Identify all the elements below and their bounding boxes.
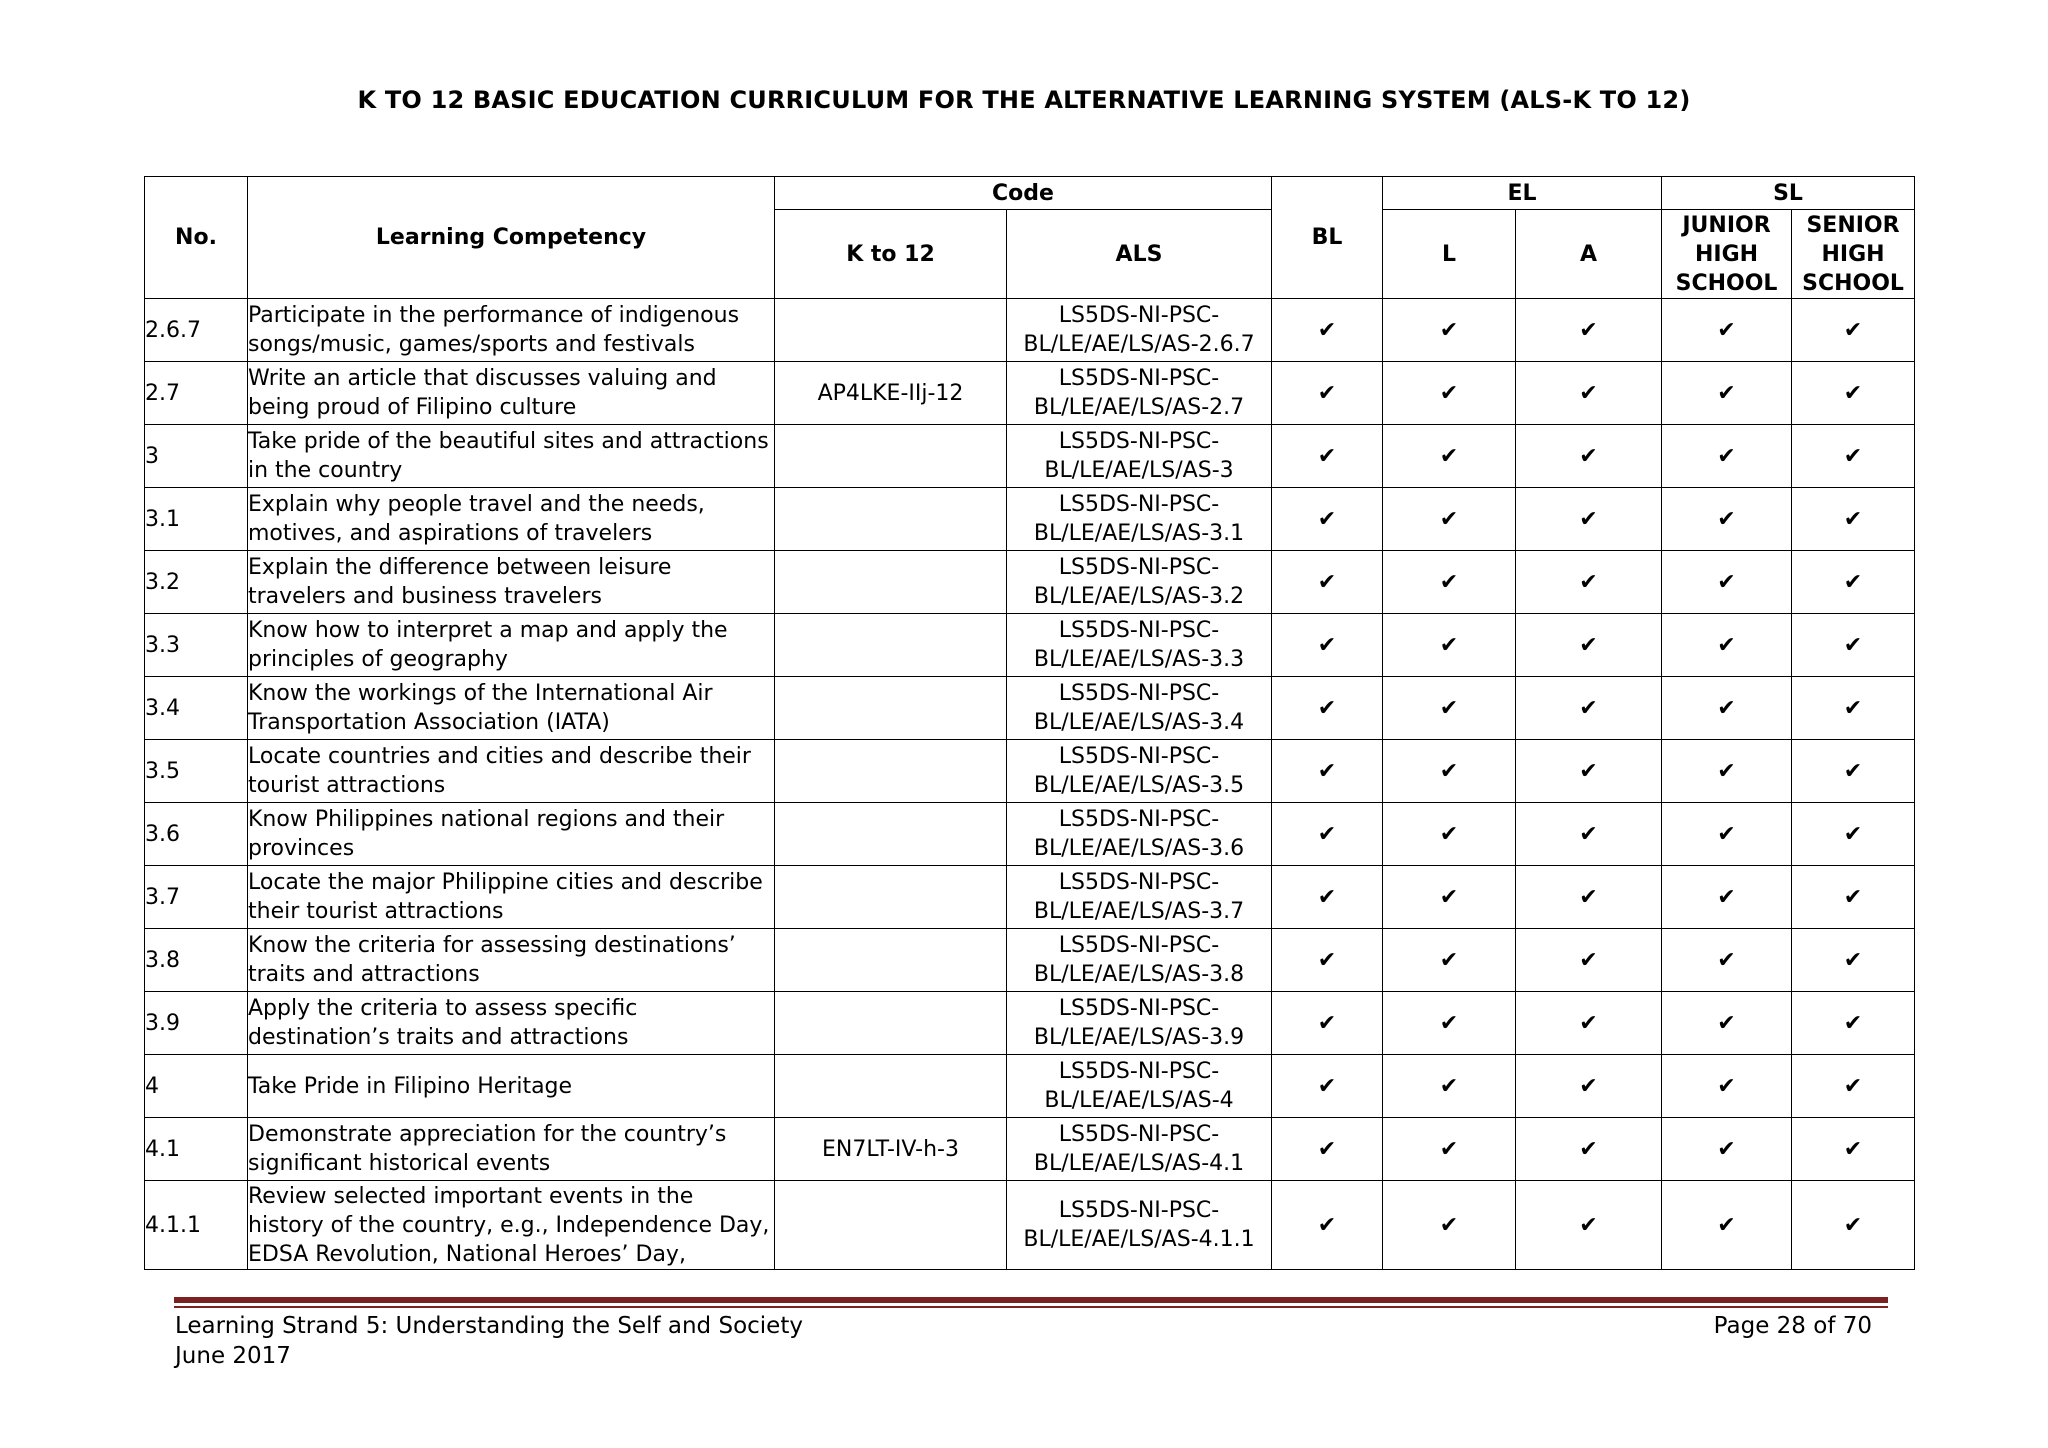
check-mark-icon: ✔ [1579,380,1598,406]
header-senior-high-school: SENIOR HIGH SCHOOL [1792,210,1915,299]
table-row [145,1181,1915,1270]
cell-learning-competency: Participate in the performance of indigenous songs/music, games/sports and festivals [248,299,775,362]
cell-check-sl-shs [1792,425,1915,488]
check-mark-icon: ✔ [1579,947,1598,973]
cell-check-sl-jhs [1662,614,1792,677]
cell-learning-competency: Apply the criteria to assess specific destination’s traits and attractions [248,992,775,1055]
table-row [145,614,1915,677]
check-mark-icon: ✔ [1317,821,1337,847]
check-mark-icon: ✔ [1317,632,1337,658]
footer-divider [174,1297,1888,1303]
cell-check-bl [1272,1055,1383,1118]
header-no: No. [145,177,248,299]
check-mark-icon: ✔ [1843,632,1863,658]
header-als: ALS [1007,210,1272,299]
cell-no: 3 [145,425,248,488]
check-mark-icon: ✔ [1579,317,1598,343]
cell-k-to-12-code [775,1181,1007,1270]
check-mark-icon: ✔ [1439,569,1459,595]
check-mark-icon: ✔ [1717,380,1736,406]
cell-no: 3.2 [145,551,248,614]
cell-no: 3.8 [145,929,248,992]
check-mark-icon: ✔ [1317,380,1337,406]
check-mark-icon: ✔ [1317,443,1337,469]
footer-date: June 2017 [175,1343,291,1369]
cell-learning-competency: Review selected important events in the history of the country, e.g., Independence Day, EDSA Revolution, National Heroes’ Day, [248,1181,775,1270]
cell-check-bl [1272,929,1383,992]
check-mark-icon: ✔ [1317,506,1337,532]
cell-learning-competency: Locate the major Philippine cities and describe their tourist attractions [248,866,775,929]
check-mark-icon: ✔ [1717,1212,1736,1238]
cell-check-el-l [1383,803,1516,866]
check-mark-icon: ✔ [1717,1136,1736,1162]
cell-k-to-12-code: AP4LKE-IIj-12 [775,362,1007,425]
cell-no: 3.3 [145,614,248,677]
cell-check-sl-jhs [1662,425,1792,488]
cell-check-sl-jhs [1662,1181,1792,1270]
cell-no: 2.6.7 [145,299,248,362]
header-l: L [1383,210,1516,299]
cell-check-el-a [1516,740,1662,803]
check-mark-icon: ✔ [1843,506,1863,532]
check-mark-icon: ✔ [1843,695,1863,721]
cell-check-el-l [1383,551,1516,614]
cell-check-el-a [1516,992,1662,1055]
cell-als-code: LS5DS-NI-PSC-BL/LE/AE/LS/AS-2.6.7 [1007,299,1272,362]
cell-k-to-12-code [775,740,1007,803]
cell-learning-competency: Know Philippines national regions and their provinces [248,803,775,866]
cell-check-sl-jhs [1662,740,1792,803]
cell-check-sl-jhs [1662,1055,1792,1118]
cell-check-el-a [1516,866,1662,929]
check-mark-icon: ✔ [1717,821,1736,847]
check-mark-icon: ✔ [1579,1212,1598,1238]
cell-check-sl-jhs [1662,803,1792,866]
header-el: EL [1383,177,1662,210]
cell-no: 3.9 [145,992,248,1055]
cell-no: 4.1.1 [145,1181,248,1270]
table-row [145,551,1915,614]
cell-check-bl [1272,803,1383,866]
cell-learning-competency: Locate countries and cities and describe their tourist attractions [248,740,775,803]
cell-check-bl [1272,866,1383,929]
cell-learning-competency: Explain the difference between leisure travelers and business travelers [248,551,775,614]
cell-no: 3.5 [145,740,248,803]
check-mark-icon: ✔ [1579,884,1598,910]
cell-check-el-a [1516,362,1662,425]
check-mark-icon: ✔ [1579,1136,1598,1162]
cell-check-el-a [1516,299,1662,362]
cell-check-el-l [1383,677,1516,740]
check-mark-icon: ✔ [1439,317,1459,343]
cell-no: 3.4 [145,677,248,740]
check-mark-icon: ✔ [1717,317,1736,343]
check-mark-icon: ✔ [1843,317,1863,343]
check-mark-icon: ✔ [1317,1212,1337,1238]
cell-check-el-l [1383,425,1516,488]
cell-als-code: LS5DS-NI-PSC-BL/LE/AE/LS/AS-3.7 [1007,866,1272,929]
cell-k-to-12-code [775,299,1007,362]
check-mark-icon: ✔ [1843,758,1863,784]
cell-check-bl [1272,677,1383,740]
check-mark-icon: ✔ [1843,443,1863,469]
cell-check-sl-shs [1792,362,1915,425]
document-title: K TO 12 BASIC EDUCATION CURRICULUM FOR THE ALTERNATIVE LEARNING SYSTEM (ALS-K TO 12) [357,86,1691,114]
check-mark-icon: ✔ [1579,821,1598,847]
cell-check-sl-jhs [1662,866,1792,929]
cell-check-el-a [1516,929,1662,992]
table-body [145,299,1915,1270]
cell-check-el-a [1516,488,1662,551]
cell-learning-competency: Take Pride in Filipino Heritage [248,1055,775,1118]
check-mark-icon: ✔ [1717,569,1736,595]
cell-als-code: LS5DS-NI-PSC-BL/LE/AE/LS/AS-4.1 [1007,1118,1272,1181]
check-mark-icon: ✔ [1439,758,1459,784]
check-mark-icon: ✔ [1579,695,1598,721]
check-mark-icon: ✔ [1579,1010,1598,1036]
cell-check-el-l [1383,488,1516,551]
header-junior-high-school: JUNIOR HIGH SCHOOL [1662,210,1792,299]
cell-check-el-a [1516,1118,1662,1181]
cell-check-sl-shs [1792,866,1915,929]
cell-check-el-a [1516,677,1662,740]
cell-check-el-l [1383,614,1516,677]
check-mark-icon: ✔ [1579,506,1598,532]
cell-check-bl [1272,1181,1383,1270]
cell-check-sl-shs [1792,929,1915,992]
check-mark-icon: ✔ [1439,506,1459,532]
cell-check-el-a [1516,1181,1662,1270]
table-row [145,299,1915,362]
cell-check-el-l [1383,299,1516,362]
check-mark-icon: ✔ [1439,1010,1459,1036]
cell-check-sl-shs [1792,299,1915,362]
check-mark-icon: ✔ [1843,1212,1863,1238]
check-mark-icon: ✔ [1579,632,1598,658]
cell-als-code: LS5DS-NI-PSC-BL/LE/AE/LS/AS-3 [1007,425,1272,488]
table-row [145,362,1915,425]
check-mark-icon: ✔ [1717,443,1736,469]
cell-check-el-l [1383,1118,1516,1181]
cell-check-bl [1272,425,1383,488]
cell-als-code: LS5DS-NI-PSC-BL/LE/AE/LS/AS-3.1 [1007,488,1272,551]
cell-k-to-12-code: EN7LT-IV-h-3 [775,1118,1007,1181]
cell-no: 4 [145,1055,248,1118]
check-mark-icon: ✔ [1439,1073,1459,1099]
cell-check-bl [1272,362,1383,425]
cell-check-sl-shs [1792,992,1915,1055]
check-mark-icon: ✔ [1439,380,1459,406]
cell-check-el-l [1383,362,1516,425]
cell-als-code: LS5DS-NI-PSC-BL/LE/AE/LS/AS-3.5 [1007,740,1272,803]
cell-als-code: LS5DS-NI-PSC-BL/LE/AE/LS/AS-4 [1007,1055,1272,1118]
cell-no: 2.7 [145,362,248,425]
cell-als-code: LS5DS-NI-PSC-BL/LE/AE/LS/AS-2.7 [1007,362,1272,425]
cell-check-el-a [1516,425,1662,488]
table-header [145,177,1915,299]
cell-check-bl [1272,488,1383,551]
cell-check-sl-jhs [1662,992,1792,1055]
cell-check-sl-jhs [1662,677,1792,740]
cell-check-sl-shs [1792,803,1915,866]
cell-check-el-l [1383,740,1516,803]
cell-check-el-l [1383,929,1516,992]
cell-check-el-a [1516,1055,1662,1118]
cell-k-to-12-code [775,1055,1007,1118]
cell-check-sl-jhs [1662,488,1792,551]
cell-learning-competency: Demonstrate appreciation for the country’s significant historical events [248,1118,775,1181]
cell-check-sl-jhs [1662,1118,1792,1181]
table-row [145,425,1915,488]
table-row [145,803,1915,866]
cell-check-sl-shs [1792,551,1915,614]
check-mark-icon: ✔ [1439,1212,1459,1238]
check-mark-icon: ✔ [1317,1136,1337,1162]
cell-check-sl-jhs [1662,299,1792,362]
check-mark-icon: ✔ [1843,380,1863,406]
cell-check-el-l [1383,866,1516,929]
footer-strand: Learning Strand 5: Understanding the Self and Society [175,1313,803,1339]
check-mark-icon: ✔ [1439,632,1459,658]
check-mark-icon: ✔ [1439,821,1459,847]
cell-check-el-a [1516,614,1662,677]
check-mark-icon: ✔ [1579,758,1598,784]
cell-learning-competency: Explain why people travel and the needs, motives, and aspirations of travelers [248,488,775,551]
check-mark-icon: ✔ [1717,758,1736,784]
table-row [145,488,1915,551]
table-row [145,1118,1915,1181]
check-mark-icon: ✔ [1317,1073,1337,1099]
check-mark-icon: ✔ [1843,884,1863,910]
cell-no: 3.7 [145,866,248,929]
cell-learning-competency: Write an article that discusses valuing and being proud of Filipino culture [248,362,775,425]
check-mark-icon: ✔ [1717,947,1736,973]
check-mark-icon: ✔ [1439,1136,1459,1162]
check-mark-icon: ✔ [1843,947,1863,973]
cell-k-to-12-code [775,677,1007,740]
cell-als-code: LS5DS-NI-PSC-BL/LE/AE/LS/AS-3.2 [1007,551,1272,614]
footer-left [175,1311,803,1371]
check-mark-icon: ✔ [1717,1073,1736,1099]
check-mark-icon: ✔ [1439,884,1459,910]
cell-k-to-12-code [775,866,1007,929]
cell-check-sl-shs [1792,1055,1915,1118]
cell-check-bl [1272,551,1383,614]
check-mark-icon: ✔ [1317,317,1337,343]
cell-k-to-12-code [775,488,1007,551]
header-bl: BL [1272,177,1383,299]
cell-k-to-12-code [775,929,1007,992]
cell-k-to-12-code [775,992,1007,1055]
cell-check-sl-shs [1792,614,1915,677]
cell-check-sl-shs [1792,1181,1915,1270]
cell-check-el-l [1383,1181,1516,1270]
header-k-to-12: K to 12 [775,210,1007,299]
curriculum-table [144,176,1915,1270]
cell-als-code: LS5DS-NI-PSC-BL/LE/AE/LS/AS-3.9 [1007,992,1272,1055]
cell-check-bl [1272,992,1383,1055]
table-row [145,992,1915,1055]
check-mark-icon: ✔ [1317,1010,1337,1036]
cell-learning-competency: Know the workings of the International Air Transportation Association (IATA) [248,677,775,740]
check-mark-icon: ✔ [1317,947,1337,973]
check-mark-icon: ✔ [1717,695,1736,721]
cell-check-sl-shs [1792,740,1915,803]
check-mark-icon: ✔ [1317,758,1337,784]
check-mark-icon: ✔ [1579,1073,1598,1099]
cell-check-el-l [1383,992,1516,1055]
cell-check-bl [1272,614,1383,677]
check-mark-icon: ✔ [1717,632,1736,658]
header-a: A [1516,210,1662,299]
check-mark-icon: ✔ [1717,884,1736,910]
cell-learning-competency: Take pride of the beautiful sites and attractions in the country [248,425,775,488]
cell-learning-competency: Know the criteria for assessing destinations’ traits and attractions [248,929,775,992]
footer-divider-thin [174,1306,1888,1308]
check-mark-icon: ✔ [1717,1010,1736,1036]
cell-check-sl-shs [1792,488,1915,551]
cell-no: 4.1 [145,1118,248,1181]
check-mark-icon: ✔ [1843,1073,1863,1099]
check-mark-icon: ✔ [1579,443,1598,469]
cell-learning-competency: Know how to interpret a map and apply the principles of geography [248,614,775,677]
check-mark-icon: ✔ [1317,884,1337,910]
check-mark-icon: ✔ [1317,695,1337,721]
table-row [145,866,1915,929]
check-mark-icon: ✔ [1843,569,1863,595]
cell-check-el-l [1383,1055,1516,1118]
check-mark-icon: ✔ [1843,1010,1863,1036]
check-mark-icon: ✔ [1439,947,1459,973]
check-mark-icon: ✔ [1579,569,1598,595]
table-row [145,677,1915,740]
cell-k-to-12-code [775,425,1007,488]
footer-page-number: Page 28 of 70 [1713,1313,1872,1339]
header-learning-competency: Learning Competency [248,177,775,299]
header-sl: SL [1662,177,1915,210]
table-row [145,1055,1915,1118]
cell-no: 3.1 [145,488,248,551]
header-code: Code [775,177,1272,210]
cell-als-code: LS5DS-NI-PSC-BL/LE/AE/LS/AS-3.6 [1007,803,1272,866]
check-mark-icon: ✔ [1317,569,1337,595]
header-row-top [145,177,1915,210]
cell-check-sl-shs [1792,1118,1915,1181]
table-row [145,740,1915,803]
check-mark-icon: ✔ [1843,1136,1863,1162]
cell-check-bl [1272,1118,1383,1181]
cell-check-sl-jhs [1662,929,1792,992]
cell-check-bl [1272,299,1383,362]
cell-check-el-a [1516,803,1662,866]
check-mark-icon: ✔ [1717,506,1736,532]
check-mark-icon: ✔ [1439,443,1459,469]
cell-k-to-12-code [775,614,1007,677]
check-mark-icon: ✔ [1439,695,1459,721]
table-row [145,929,1915,992]
cell-k-to-12-code [775,551,1007,614]
cell-als-code: LS5DS-NI-PSC-BL/LE/AE/LS/AS-4.1.1 [1007,1181,1272,1270]
cell-als-code: LS5DS-NI-PSC-BL/LE/AE/LS/AS-3.4 [1007,677,1272,740]
check-mark-icon: ✔ [1843,821,1863,847]
cell-no: 3.6 [145,803,248,866]
cell-check-el-a [1516,551,1662,614]
cell-check-sl-shs [1792,677,1915,740]
cell-als-code: LS5DS-NI-PSC-BL/LE/AE/LS/AS-3.3 [1007,614,1272,677]
cell-k-to-12-code [775,803,1007,866]
cell-check-sl-jhs [1662,362,1792,425]
cell-check-bl [1272,740,1383,803]
cell-check-sl-jhs [1662,551,1792,614]
cell-als-code: LS5DS-NI-PSC-BL/LE/AE/LS/AS-3.8 [1007,929,1272,992]
